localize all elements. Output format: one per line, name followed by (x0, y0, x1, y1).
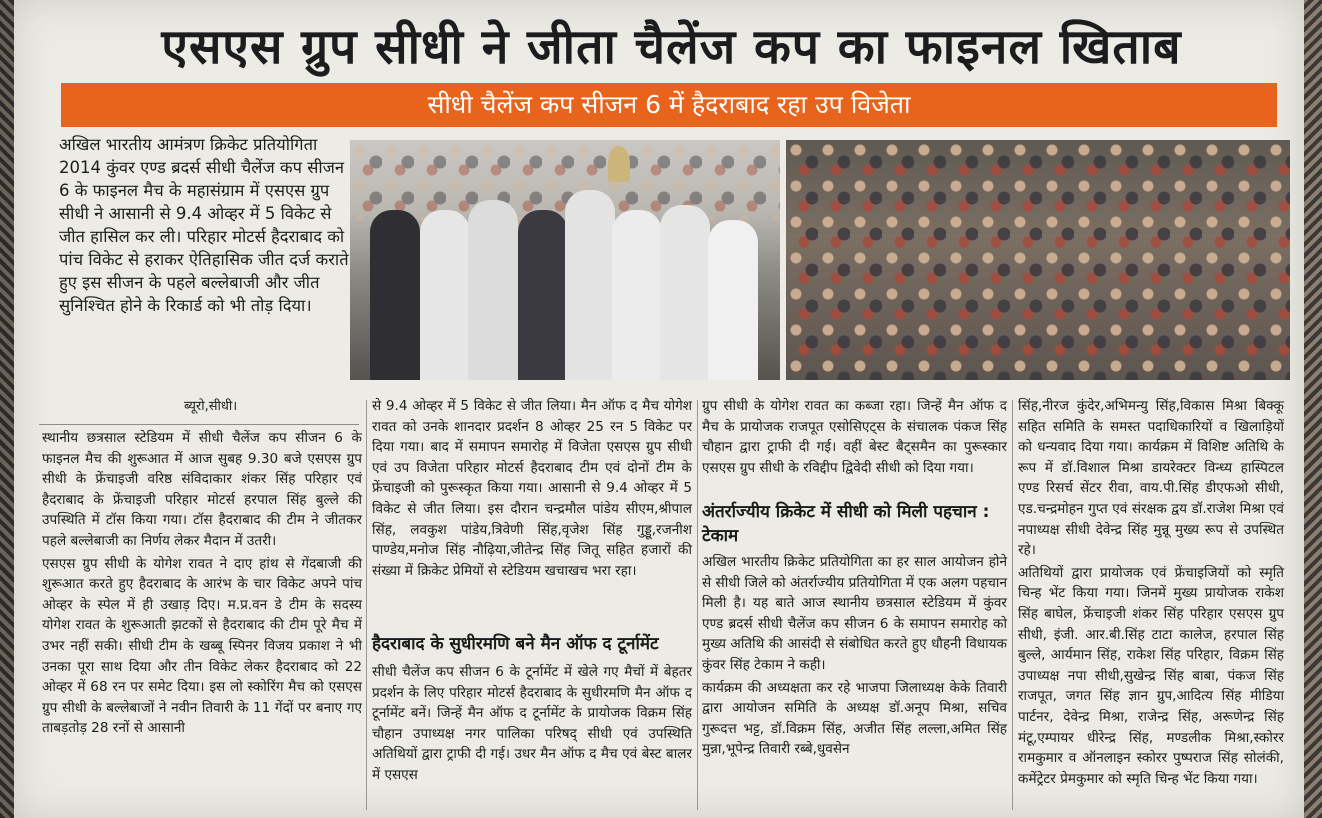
spectators-crowd (786, 140, 1290, 380)
player-figure (612, 210, 662, 380)
team-trophy-photo (350, 140, 780, 380)
column-divider (366, 400, 367, 810)
player-figure (660, 205, 710, 380)
column-1 (42, 428, 362, 741)
paragraph: सिंह,नीरज कुंदेर,अभिमन्यु सिंह,विकास मिश्रा बिक्कू सहित समिति के समस्त पदाधिकारियों व खिलाड़ियों को धन्यवाद दिया गया। कार्यक्रम में विशिष्ट अतिथि के रूप में डॉ.विशाल मिश्रा डायरेक्टर विन्ध्य हास्पिटल एण्ड रिसर्च सेंटर रीवा, वाय.पी.सिंह डीएफओ सीधी, एड.चन्द्रमोहन गुप्त एवं संरक्षक द्वय डॉ.राजेश मिश्रा एवं नपाध्यक्ष सीधी देवेन्द्र सिंह मुन्नू मुख्य रूप से उपस्थित रहे। (1018, 398, 1284, 559)
trophy-image (608, 146, 630, 182)
player-figure (518, 210, 568, 380)
divider (39, 424, 359, 425)
players-group (350, 180, 780, 380)
paragraph: सीधी चैलेंज कप सीजन 6 के टूर्नामेंट में खेले गए मैचों में बेहतर प्रदर्शन के लिए परिहार मोटर्स हैदराबाद के सुधीरमणि मैन ऑफ द टूर्नामेंट बनें। जिन्हें मैन ऑफ द टूर्नामेंट के प्रायोजक विक्रम सिंह चौहान उपाध्यक्ष नगर पालिका परिषद् सीधी एवं उपस्थिति अतिथियों द्वारा ट्राफी दी गई। उधर मैन ऑफ द मैच एवं बेस्ट बालर में एसएस (372, 664, 692, 783)
player-figure (708, 220, 758, 380)
column-3 (702, 396, 1007, 480)
column-divider (1012, 400, 1013, 810)
column-2-continued (372, 662, 692, 788)
paragraph: कार्यक्रम की अध्यक्षता कर रहे भाजपा जिलाध्यक्ष केके तिवारी द्वारा आयोजन समिति के अध्यक्ष डॉ.अनूप मिश्रा, सचिव गुरूदत्त भट्ट, डॉ.विक्रम सिंह, अजीत सिंह लल्ला,अमित सिंह मुन्ना,भूपेन्द्र तिवारी रब्बे,धुवसेन (702, 679, 1007, 758)
player-figure (565, 190, 615, 380)
paragraph: अतिथियों द्वारा प्रायोजक एवं फ्रेंचाइजियों को स्मृति चिन्ह भेंट किया गया। जिनमें मुख्य प्रायोजक राकेश सिंह बाघेल, फ्रेंचाइजी शंकर सिंह परिहार एसएस ग्रुप सीधी, इंजी. आर.बी.सिंह टाटा कालेज, हरपाल सिंह बुल्ले, आर्यमान सिंह, राकेश सिंह परिहार, विक्रम सिंह उपाध्यक्ष नपा सीधी,सुखेन्द्र सिंह बाबा, पंकज सिंह राजपूत, जगत सिंह ज्ञान ग्रुप,आदित्य सिंह मीडिया पार्टनर, देवेन्द्र मिश्रा, राजेन्द्र सिंह, अरूणेन्द्र सिंह मंटू,एम्पायर धीरेन्द्र सिंह, मण्डलीक मिश्रा,स्कोरर रामकुमार व ऑनलाइन स्कोरर पुष्पराज सिंह सोलंकी, कमेंट्रेटर प्रेमकुमार को स्मृति चिन्ह भेंट किया गया। (1018, 564, 1284, 787)
paragraph: स्थानीय छत्रसाल स्टेडियम में सीधी चैलेंज कप सीजन 6 के फाइनल मैच की शुरूआत में आज सुबह 9.30 बजे एसएस ग्रुप सीधी के फ्रेंचाइजी वरिष्ठ संविदाकार शंकर सिंह परिहार एवं हैदराबाद के फ्रेंचाइजी परिहार मोटर्स हरपाल सिंह बुल्ले की उपस्थिति में टॉस किया गया। टॉस हैदराबाद की टीम ने जीतकर पहले बल्लेबाजी का निर्णय लेकर मैदान में उतरी। (42, 430, 362, 549)
column-3-continued (702, 552, 1007, 762)
player-figure (370, 210, 420, 380)
paragraph: ग्रुप सीधी के योगेश रावत का कब्जा रहा। जिन्हें मैन ऑफ द मैच के प्रायोजक राजपूत एसोसिएट्स के संचालक पंकज सिंह चौहान द्वारा ट्राफी दी गई। वहीं बेस्ट बैट्समैन का पुरूस्कार एसएस ग्रुप सीधी के रविद्दीप द्विवेदी सीधी को दिया गया। (702, 398, 1007, 476)
column-4 (1018, 396, 1284, 791)
paragraph: एसएस ग्रुप सीधी के योगेश रावत ने दाए हांथ से गेंदबाजी की शुरूआत करते हुए हैदराबाद के आरंभ के चार विकेट अपने पांच ओव्हर के स्पेल में ही उखाड़ दिए। म.प्र.वन डे टीम के सदस्य योगेश रावत के शुरूआती झटकों से हैदराबाद की टीम पूरे मैच में उभर नहीं सकी। सीधी टीम के खब्बू स्पिनर विजय प्रकाश ने भी उनका पूरा साथ दिया और तीन विकेट लेकर हैदराबाद को 22 ओव्हर में 68 रन पर समेट दिया। इस लो स्कोरिंग मैच को एसएस ग्रुप सीधी के बल्लेबाजों ने नवीन तिवारी के 11 गेंदों पर बनाए गए ताबड़तोड़ 28 रनों से आसानी (42, 555, 362, 737)
player-figure (468, 200, 518, 380)
lead-paragraph: अखिल भारतीय आमंत्रण क्रिकेट प्रतियोगिता 2014 कुंवर एण्ड ब्रदर्स सीधी चैलेंज कप सीजन 6 के फाइनल मैच के महासंग्राम में एसएस ग्रुप सीधी ने आसानी से 9.4 ओव्हर में 5 विकेट से जीत हासिल कर ली। परिहार मोटर्स हैदराबाद को पांच विकेट से हराकर ऐतिहासिक जीत दर्ज कराते हुए इस सीजन के पहले बल्लेबाजी और जीत सुनिश्चित होने के रिकार्ड को भी तोड़ दिया। (59, 135, 349, 315)
paragraph: अखिल भारतीय क्रिकेट प्रतियोगिता का हर साल आयोजन होने से सीधी जिले को अंतर्राज्यीय प्रतियोगिता में एक अलग पहचान मिली है। यह बाते आज स्थानीय छत्रसाल स्टेडियम में कुंवर एण्ड ब्रदर्स सीधी चैलेंज कप सीजन 6 के समापन समारोह को मुख्य अतिथि की आसंदी से संबोधित करते हुए धौहनी विधायक कुंवर सिंह टेकाम ने कही। (702, 554, 1007, 673)
subhead-tekam: अंतर्राज्यीय क्रिकेट में सीधी को मिली पहचान : टेकाम (702, 502, 990, 546)
background-edge-right (1304, 0, 1322, 818)
paragraph: से 9.4 ओव्हर में 5 विकेट से जीत लिया। मैन ऑफ द मैच योगेश रावत को उनके शानदार प्रदर्शन 8 ओव्हर 25 रन 5 विकेट पर दिया गया। बाद में समापन समारोह में विजेता एसएस ग्रुप सीधी एवं उप विजेता परिहार मोटर्स हैदराबाद टीम एवं दोनों टीम के फ्रेंचाइजी को पुरूस्कृत किया गया। आसानी से 9.4 ओव्हर में 5 विकेट से जीत लिया। इस दौरान चन्द्रमौल पांडेय सीएम,श्रीपाल सिंह, लवकुश पांडेय,त्रिवेणी सिंह,वृजेश सिंह गुड्डू,रजनीश पाण्डेय,मनोज सिंह नौढ़िया,जीतेन्द्र सिंह जितू सहित हजारों की संख्या में क्रिकेट प्रेमियों से स्टेडियम खचाखच भरा रहा। (372, 398, 692, 579)
player-figure (420, 210, 470, 380)
crowd-photo (786, 140, 1290, 380)
byline: ब्यूरो,सीधी। (184, 399, 238, 414)
subheadline-banner: सीधी चैलेंज कप सीजन 6 में हैदराबाद रहा उप विजेता (61, 83, 1277, 127)
background-edge-left (0, 0, 14, 818)
column-divider (697, 400, 698, 810)
column-2 (372, 396, 692, 583)
headline: एसएस ग्रुप सीधी ने जीता चैलेंज कप का फाइनल खिताब (161, 19, 1182, 75)
subhead-man-of-tournament: हैदराबाद के सुधीरमणि बने मैन ऑफ द टूर्नामेंट (372, 634, 659, 654)
newspaper-page (14, 0, 1304, 818)
